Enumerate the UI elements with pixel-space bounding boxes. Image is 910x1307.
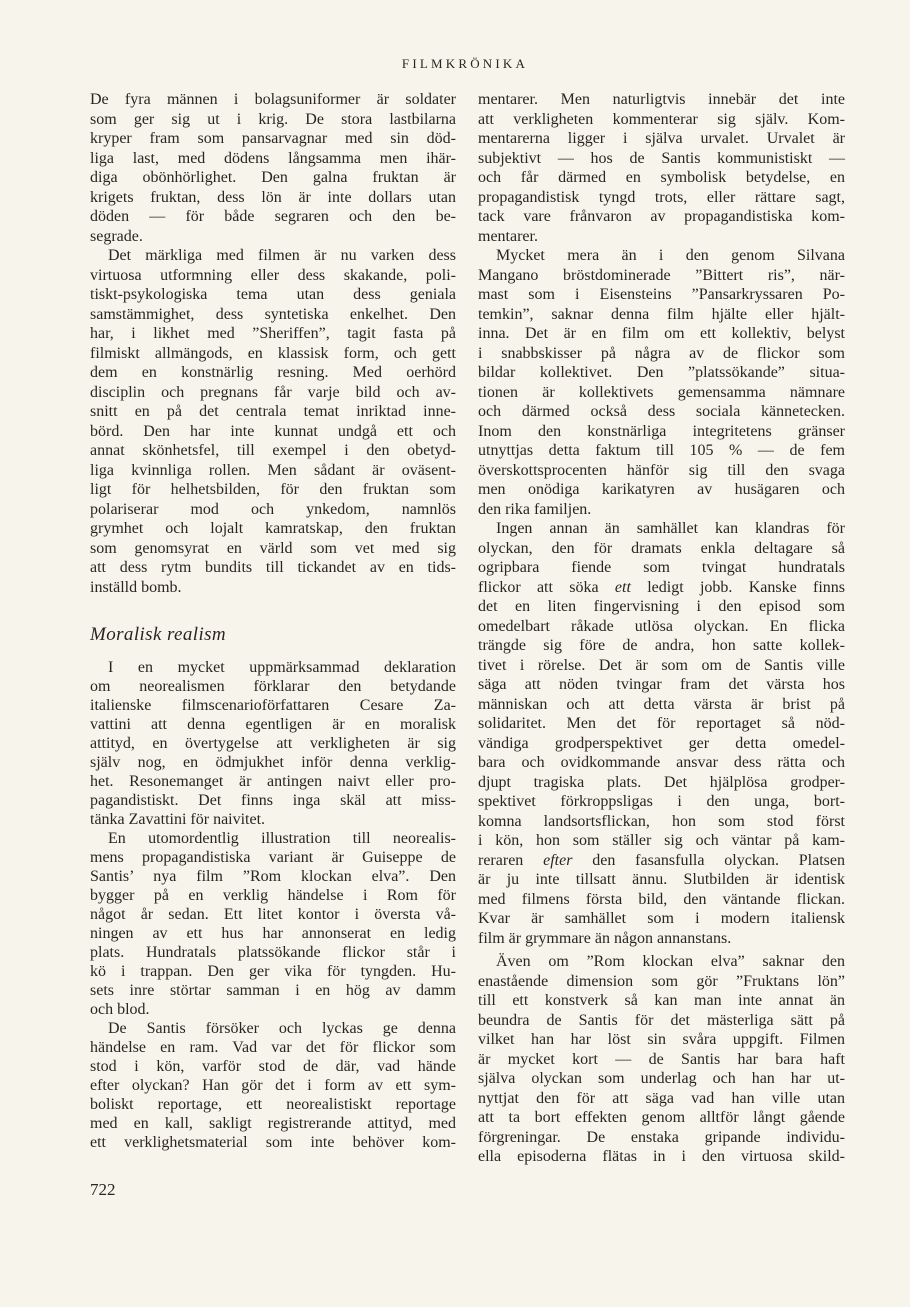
text-line: något år sedan. Ett litet kontor i översta vå- — [90, 906, 456, 923]
text-line: ella episoderna flätas in i den virtuosa skild- — [478, 1148, 845, 1165]
text-line: med en kall, sakligt registrerande attityd, med — [90, 1115, 456, 1132]
text-line: disciplin och pregnans får varje bild och av- — [90, 383, 456, 401]
text-line: Det märkliga med filmen är nu varken dess — [108, 247, 456, 264]
text-line: Ingen annan än samhället kan klandras för — [496, 520, 845, 537]
text-line: Santis’ nya film ”Rom klockan elva”. Den — [90, 868, 456, 885]
text-line: har, i likhet med ”Sheriffen”, tagit fasta på — [90, 325, 456, 342]
text-line: film är grymmare än någon annanstans. — [478, 929, 732, 947]
text-line: nyttjat den för att säga vad han ville utan — [478, 1089, 845, 1107]
text-line: samstämmighet, dess syntetiska enkelhet. Den — [90, 305, 456, 323]
text-line: det en liten fingervisning i den episod som — [478, 598, 845, 615]
text-line: solidaritet. Men det för reportaget så nöd- — [478, 715, 845, 732]
text-line: temkin”, saknar denna film hjälte eller hjält- — [478, 305, 845, 323]
text-line: börd. Den har inte kunnat undgå ett och — [90, 422, 456, 440]
text-line: bygger på en verklig händelse i Rom för — [90, 887, 456, 904]
text-line: liga last, med dödens långsamma men ihär- — [90, 149, 456, 167]
text-line: beundra de Santis för det mästerliga sätt på — [478, 1011, 845, 1029]
paragraph — [478, 246, 845, 519]
text-line: ogripbara fiende som tvingat hundratals — [478, 559, 845, 576]
text-line: virtuosa utformning eller dess skakande, poli- — [90, 266, 456, 284]
text-segment: reraren — [478, 851, 544, 869]
text-line: attityd, en övertygelse att verkligheten är sig — [90, 735, 456, 752]
text-line: efter olyckan? Han gör det i form av ett sym- — [90, 1077, 456, 1094]
text-line: den rika familjen. — [478, 500, 592, 518]
left-column-bottom — [90, 658, 456, 1152]
text-line: De fyra männen i bolagsuniformer är soldater — [90, 91, 456, 108]
text-line: italienske filmscenarioförfattaren Cesare Za- — [90, 697, 456, 714]
text-line: segrade. — [90, 227, 143, 245]
text-line: krigets fruktan, dess lön är inte dollars utan — [90, 188, 456, 206]
text-line: annat skönhetsfel, till exempel i den obetyd- — [90, 442, 456, 459]
text-line: mast som i Eisensteins ”Pansarkryssaren Po- — [478, 286, 845, 303]
paragraph — [90, 658, 456, 829]
text-line: att dess rytm bundits till tickandet av en tids- — [90, 559, 456, 576]
text-line: förgreningar. De enstaka gripande individu- — [478, 1128, 845, 1146]
text-line: I en mycket uppmärksammad deklaration — [108, 659, 456, 676]
text-line: överskottsprocenten hänför sig till den svaga — [478, 461, 845, 479]
paragraph — [478, 90, 845, 246]
text-line: omedelbart råkade utlösa olyckan. En flicka — [478, 617, 845, 635]
text-line: diga obönhörlighet. Den galna fruktan är — [90, 169, 456, 186]
paragraph — [478, 519, 845, 948]
page-number: 722 — [90, 1180, 116, 1199]
text-line: snitt en på det centrala temat inriktad inne- — [90, 403, 456, 420]
text-line: vattini att denna egentligen är en moralisk — [90, 716, 456, 733]
text-line: subjektivt — hos de Santis kommunistiskt — — [478, 149, 845, 167]
text-line: inna. Det är en film om ett kollektiv, belyst — [478, 325, 845, 342]
text-line: polariserar mod och ynkedom, namnlös — [90, 500, 456, 518]
text-line: Kvar är samhället som i modern italiensk — [478, 910, 845, 927]
text-line: ligt för helhetsbilden, för den fruktan som — [90, 481, 456, 498]
text-line: säga att nöden tvingar fram det värsta hos — [478, 676, 845, 693]
text-line: trängde sig före de andra, hon satte kollek- — [478, 637, 845, 654]
text-segment: ledigt jobb. Kanske finns — [630, 578, 846, 596]
text-line: enastående dimension som gör ”Fruktans lön” — [478, 972, 845, 990]
text-line: tack vare frånvaron av propagandistiska kom- — [478, 208, 845, 225]
text-line: Mangano bröstdominerade ”Bittert ris”, när- — [478, 266, 845, 284]
text-line: döden — för både segraren och den be- — [90, 208, 456, 225]
text-line: grymhet och lojalt kamratskap, den fruktan — [90, 520, 456, 537]
text-line: att ta bort effekten genom alltför långt gående — [478, 1109, 845, 1126]
emphasis: ett — [614, 578, 631, 596]
text-line — [478, 578, 845, 598]
text-line: vändiga grodperspektivet ger detta omedel- — [478, 734, 845, 752]
text-line: kryper fram som pansarvagnar med sin död- — [90, 130, 456, 147]
paragraph — [90, 829, 456, 1019]
text-line: mentarer. Men naturligtvis innebär det inte — [478, 91, 845, 108]
text-line: utnyttjas detta faktum till 105 % — de fem — [478, 442, 845, 459]
text-line: dem en konstnärlig resning. Med oerhörd — [90, 364, 456, 381]
text-line: stod i kön, varför stod de där, vad hände — [90, 1058, 456, 1075]
text-line: filmiskt allmängods, en klassisk form, och gett — [90, 344, 456, 362]
text-line: tänka Zavattini för naivitet. — [90, 811, 266, 828]
text-line: tiskt-psykologiska tema utan dess geniala — [90, 286, 456, 303]
text-line: liga kvinnliga rollen. Men sådant är oväsent- — [90, 461, 456, 479]
text-line: är mycket kort — de Santis har bara haft — [478, 1050, 845, 1068]
paragraph — [90, 246, 456, 597]
text-line: och får därmed en symbolisk betydelse, en — [478, 169, 845, 186]
text-line: mentarer. — [478, 227, 538, 245]
text-segment: flickor att söka — [478, 578, 615, 596]
text-line: och blod. — [90, 1001, 150, 1018]
text-line: bildar kollektivet. Den ”platssökande” situa- — [478, 364, 845, 381]
running-head: FILMKRÖNIKA — [401, 56, 529, 71]
text-line: är ju inte tillsatt ännu. Slutbilden är identisk — [478, 871, 845, 888]
text-line: kö i trappan. Den ger vika för tyngden. Hu- — [90, 963, 456, 980]
text-line: men onödiga karikatyren av husägaren och — [478, 481, 845, 498]
text-segment: den fasansfulla olyckan. Platsen — [572, 851, 845, 869]
text-line: plats. Hundratals platssökande flickor står i — [90, 944, 456, 961]
text-line: själv nog, en ödmjukhet inför denna verklig- — [90, 754, 456, 771]
text-line — [478, 851, 845, 871]
section-heading: Moralisk realism — [90, 624, 227, 645]
text-line: om neorealismen förklarar den betydande — [90, 678, 456, 695]
text-line: Även om ”Rom klockan elva” saknar den — [496, 953, 845, 970]
emphasis: efter — [543, 851, 573, 869]
paragraph — [478, 952, 845, 1167]
text-line: ningen av ett hus har annonserat en ledig — [90, 925, 456, 942]
text-line: djupt tragiska plats. Det hjälplösa grodper- — [478, 773, 845, 791]
text-line: pagandistiskt. Det finns inga skäl att miss- — [90, 792, 456, 809]
text-line: olyckan, den för dramats enkla deltagare så — [478, 539, 845, 557]
text-line: till ett konstverk så kan man inte annat än — [478, 992, 845, 1009]
text-line: propagandistisk tyngd trots, eller rättare sagt, — [478, 188, 845, 206]
text-line: händelse en ram. Vad var det för flickor som — [90, 1039, 456, 1056]
text-line: spektivet förkroppsligas i den unga, bort- — [478, 793, 845, 810]
text-line: som genomsyrat en värld som vet med sig — [90, 539, 456, 557]
text-line: mens propagandistiska variant är Guiseppe de — [90, 849, 456, 866]
left-column-top — [90, 90, 456, 597]
text-line: bara och ovidkommande ansvar dess rätta och — [478, 754, 845, 771]
text-line: att verkligheten kommenterar sig själv. Kom- — [478, 110, 845, 128]
text-line: het. Resonemanget är antingen naivt eller pro- — [90, 773, 456, 790]
text-line: tionen är kollektivets gemensamma nämnare — [478, 383, 845, 401]
text-line: De Santis försöker och lyckas ge denna — [108, 1020, 456, 1037]
text-line: i kön, hon som ställer sig och väntar på kam- — [478, 832, 845, 849]
text-line: och därmed också dess sociala kännetecken. — [478, 403, 845, 420]
text-line: ett verklighetsmaterial som inte behöver kom- — [90, 1134, 456, 1151]
text-line: i snabbskisser på några av de flickor som — [478, 344, 845, 362]
text-line: tivet i rörelse. Det är som om de Santis ville — [478, 656, 845, 674]
text-line: människan och att detta värsta är brist på — [478, 695, 845, 713]
text-line: komna landsortsflickan, hon som stod först — [478, 812, 845, 830]
text-line: boliskt reportage, ett neorealistiskt reportage — [90, 1096, 456, 1113]
text-line: med filmens första bild, den väntande flickan. — [478, 890, 845, 908]
text-line: som ger sig ut i krig. De stora lastbilarna — [90, 110, 456, 128]
paragraph — [90, 90, 456, 246]
paragraph — [90, 1019, 456, 1152]
text-line: En utomordentlig illustration till neorealis- — [108, 830, 456, 847]
text-line: Mycket mera än i den genom Silvana — [496, 247, 845, 264]
text-line: inställd bomb. — [90, 578, 182, 596]
text-line: vilket han har löst sin svåra uppgift. Filmen — [478, 1031, 845, 1048]
right-column — [478, 90, 845, 1167]
text-line: Inom den konstnärliga integritetens gränser — [478, 422, 845, 440]
text-line: sets inre störtar samman i en hög av damm — [90, 982, 456, 999]
text-line: själva olyckan som underlag och han har ut- — [478, 1070, 845, 1087]
text-line: mentarerna ligger i själva urvalet. Urvalet är — [478, 130, 845, 147]
